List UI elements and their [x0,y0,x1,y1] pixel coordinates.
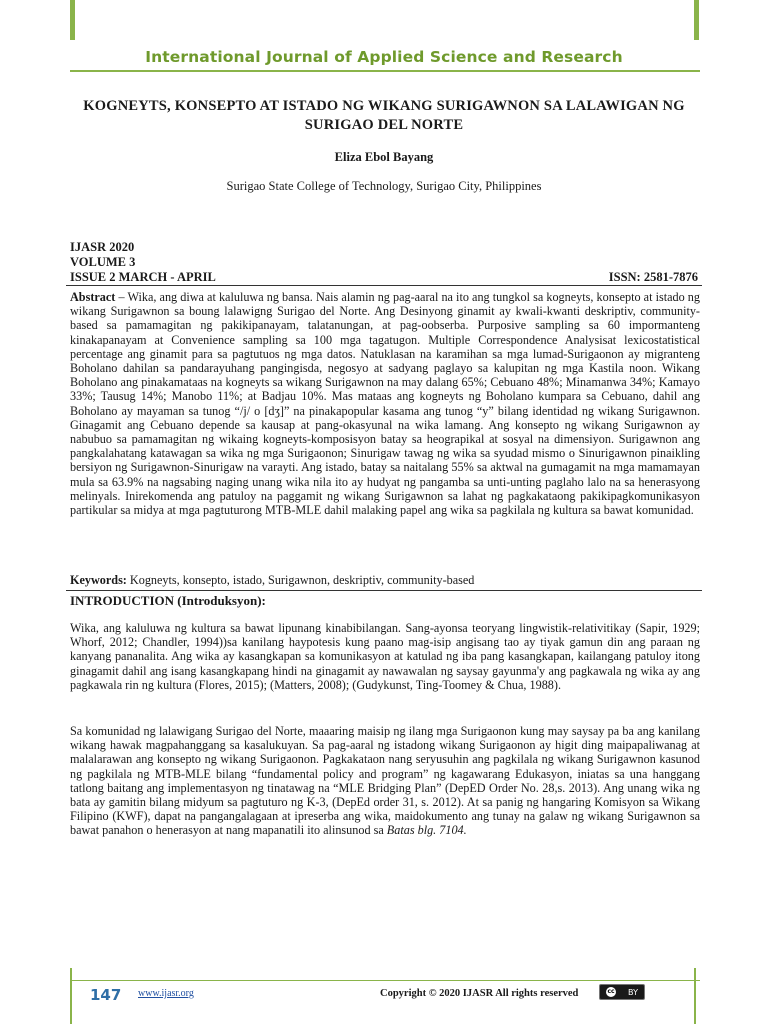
paper-title: KOGNEYTS, KONSEPTO AT ISTADO NG WIKANG SURIGAWNON SA LALAWIGAN NG SURIGAO DEL NORTE [83,98,685,133]
abstract-block [70,290,700,517]
introduction-paragraph-2-text: Sa komunidad ng lalawigang Surigao del Norte, maaaring maisip ng ilang mga Surigaonon kung may saysay pa ba ang kanilang wikang hawak magpahanggang sa kasalukuyan. Sa pag-aaral ng istadong wikang Surigaonon ay higit ding maipapaliwanag at malalarawan ang konsepto ng wikang Surigaonon. Pagkakataon nang seryusuhin ang pagkilala ng wikang Surigawnon kasunod ng pagkilala ng MTB-MLE bilang “fundamental policy and program” ng kagawarang Edukasyon, iniatas sa una hanggang tatlong baitang ang implementasyon ng tinatawag na “MLE Bridging Plan” (DepED Order No. 28,s. 2013). Ang unang wika ng bata ay gamitin bilang midyum sa pagtuturo ng K-3, (DepEd order 31, s. 2012). At sa panig ng hangaring Komisyon sa Wikang Filipino (KWF), dapat na pangangalagaan at ipreserba ang wika, maidokumento ang tunay na galaw ng wikang Surigawnon sa bawat panahon o henerasyon at nang mapanatili ito alinsunod sa [70,724,700,838]
introduction-heading: INTRODUCTION (Introduksyon): [70,593,266,608]
license-badge-text: BY [628,987,638,997]
abstract-top-rule [66,285,702,286]
volume-label: VOLUME 3 [70,255,136,269]
keywords-block [70,573,700,587]
footer-frame-right-bar [694,968,696,1024]
author-name: Eliza Ebol Bayang [334,150,434,164]
issue-label: ISSUE 2 MARCH - APRIL [70,270,216,284]
cc-by-license-icon [599,984,645,1000]
website-link[interactable]: www.ijasr.org [138,988,194,999]
header-frame-right-bar [694,0,699,40]
keywords-label: Keywords: [70,573,127,587]
keywords-bottom-rule [66,590,702,591]
copyright-notice: Copyright © 2020 IJASR All rights reserved [380,988,579,999]
page-number: 147 [90,986,122,1004]
introduction-paragraph-2 [70,724,700,838]
journal-year: IJASR 2020 [70,240,135,254]
abstract-text: – Wika, ang diwa at kaluluwa ng bansa. Nais alamin ng pag-aaral na ito ang tungkol sa kogneyts, konsepto at istado ng wikang Surigawnon sa boung lalawigng Surigao del Norte. Ang Desinyong ginamit ay kwali-kwanti deskriptiv, community-based sa pamamagitan ng pakikipanayam, talatanungan, at pag-oobserba. Purposive sampling sa 60 impormanteng kinakapanayam at Convenience sampling sa 100 mga tagatugon. Multiple Correspondence Analysisat lexicostatistical percentage ang ginamit para sa pagtutuos ng mga datos. Natuklasan na karamihan sa mga lumad-Surigaonon ay migranteng Boholano dahilan sa pandarayuhang pangingisda, negosyo at sadyang paglayo sa kalupitan ng mga Kastila noon. Wikang Boholano ang pinakamataas na kogneyts sa wikang Surigawnon na may dalang 65%; Cebuano 48%; Minamanwa 34%; Kamayo 33%; Tausug 14%; Manobo 11%; at Badjau 10%. Mas mataas ang kogneyts ng Boholano kumpara sa Cebuano, dahil ang Boholano ay mayaman sa tunog “/j/ o [dʒ]” na pinakapopular kasama ang tunog “y” bilang identidad ng wikang Surigawnon. Ginagamit ang Cebuano depende sa kausap at pang-okasyunal na wika lamang. Ang konsepto ng wikang Surigawnon ay nabubuo sa pamamagitan ng wikaing kogneyts-komposisyon batay sa heograpikal at sosyal na dimensiyon. Surigawnon ang pangkalahatang katawagan sa wika ng mga Surigaonon; Sinurigaw tawag ng wika sa syudad mismo o Sinurigawnon pinaikling bersiyon ng Surigawnon-Sinurigaw na varayti. Ang istado, batay sa naitalang 55% sa aktwal na gumagamit na mga mamamayan mula sa 63.9% na nagsabing naging unang wika nila ito ay hudyat ng pangamba sa unti-unting paglaho lalo na sa henerasyong melinyals. Inirekomenda ang patuloy na paggamit ng wikang Surigawnon sa lahat ng pagkakataong pakikipagkomunikasyon partikular sa midya at mga pagtuturong MTB-MLE dahil malaking papel ang wika sa pagkilala ng kultura sa bawat komunidad. [70,290,700,518]
cc-circle-icon: cc [607,988,615,995]
footer-frame-left-bar [70,968,72,1024]
introduction-paragraph-1: Wika, ang kaluluwa ng kultura sa bawat lipunang kinabibilangan. Sang-ayonsa teoryang lingwistik-relativitikay (Sapir, 1929; Whorf, 2012; Chandler, 1994))sa kanilang haypotesis kung paano mag-isip angisang tao ay tiyak gamun din ang paraan ng kanyang pananalita. Ang wika ay kasangkapan sa komunikasyon at katulad ng iba pang kasangkapan, kailangang patuloy itong ginagamit dahil ang isang kasangkapang hindi na ginagamit ay nawawalan ng saysay gayunma'y ang pagkawala ng wika ay ang pagkawala rin ng kultura (Flores, 2015); (Matters, 2008); (Gudykunst, Ting-Toomey & Chua, 1988). [70,621,700,692]
abstract-label: Abstract [70,290,116,304]
issn-label: ISSN: 2581-7876 [608,270,698,284]
footer-divider [70,980,700,981]
author-affiliation: Surigao State College of Technology, Surigao City, Philippines [226,179,542,193]
header-frame-left-bar [70,0,75,40]
journal-name: International Journal of Applied Science and Research [145,48,623,66]
keywords-text: Kogneyts, konsepto, istado, Surigawnon, deskriptiv, community-based [126,573,475,587]
header-divider [70,70,700,72]
law-citation: Batas blg. 7104. [386,823,467,838]
